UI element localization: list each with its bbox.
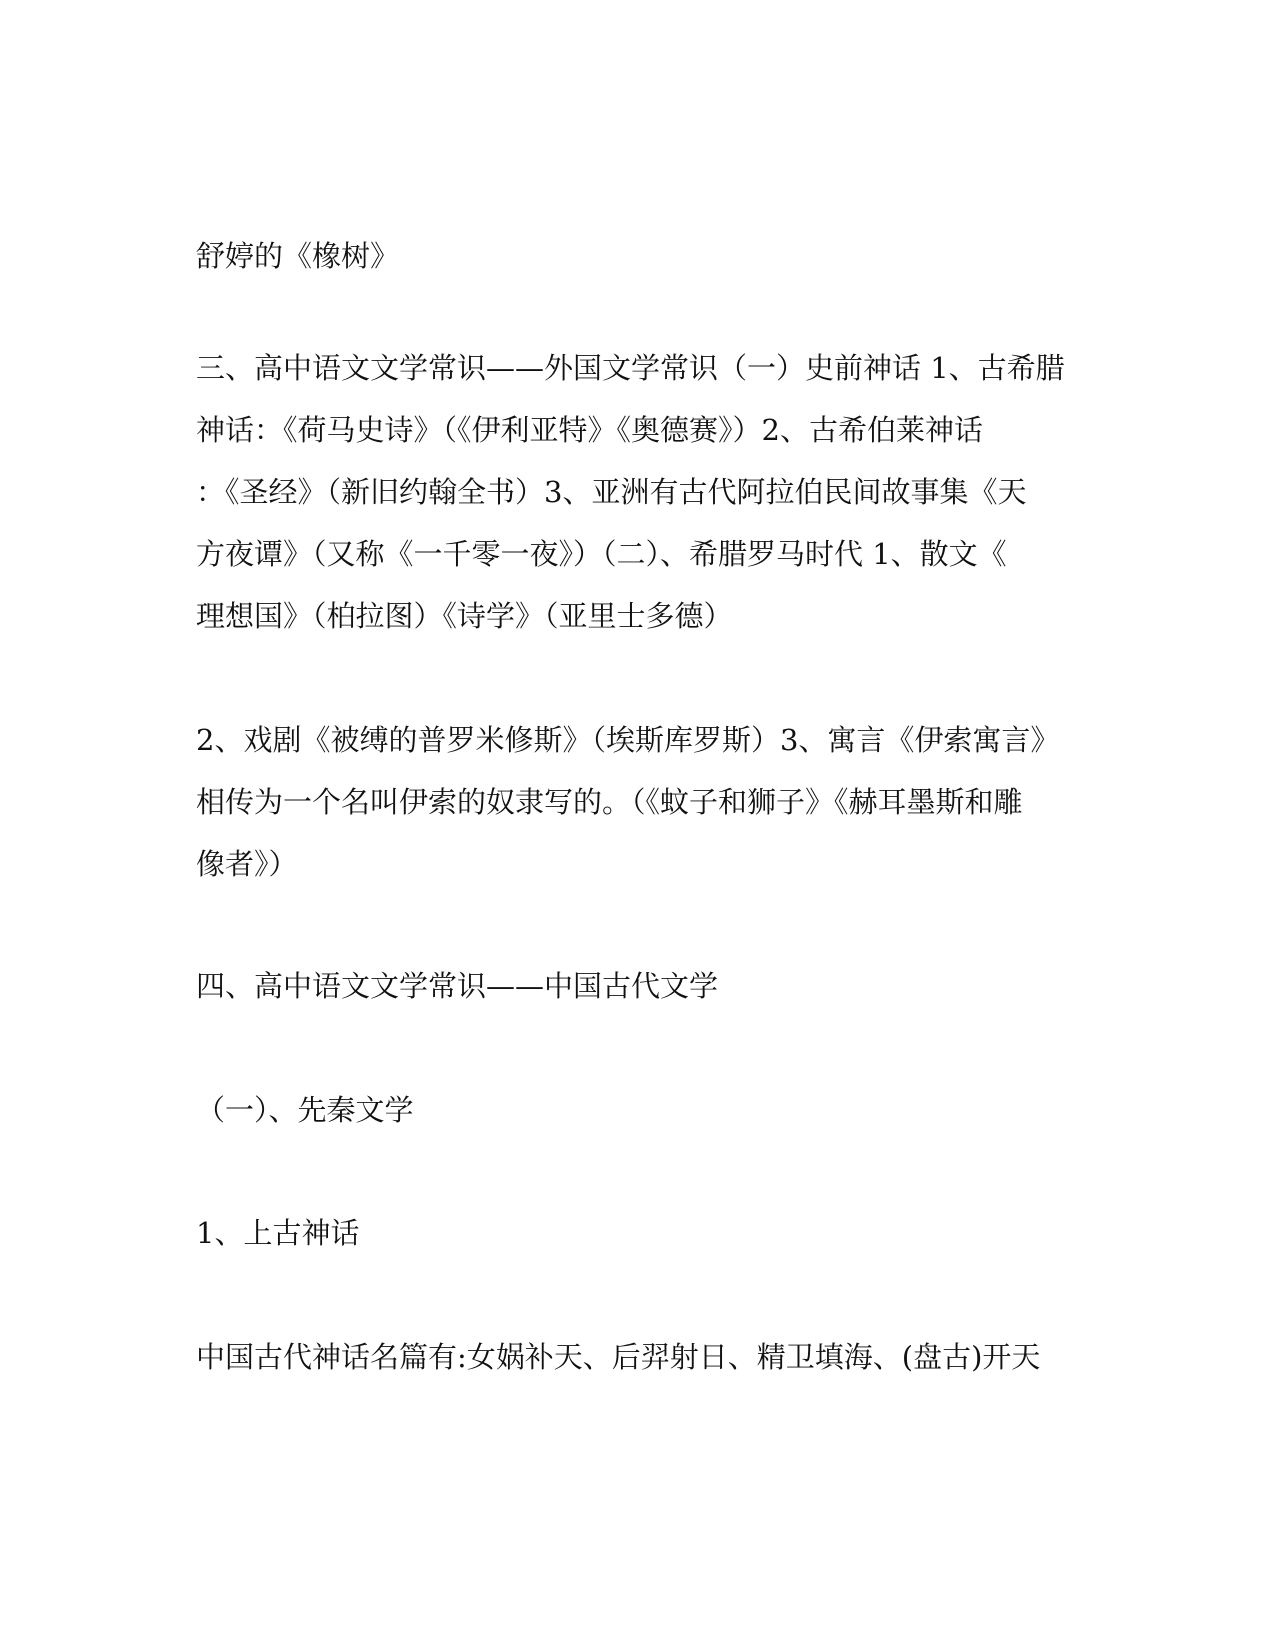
paragraph-line: 相传为一个名叫伊索的奴隶写的。（《蚊子和狮子》《赫耳墨斯和雕 xyxy=(196,785,1023,819)
paragraph-line: 方夜谭》（又称《一千零一夜》）（二）、希腊罗马时代 1、散文《 xyxy=(196,537,1007,571)
paragraph-line: 神话：《荷马史诗》（《伊利亚特》《奥德赛》）2、古希伯莱神话 xyxy=(196,413,983,447)
subsection-heading-pre-qin: （一）、先秦文学 xyxy=(196,1093,414,1127)
paragraph-line: 理想国》（柏拉图）《诗学》（亚里士多德） xyxy=(196,599,733,633)
section-heading-chinese-ancient-literature: 四、高中语文文学常识——中国古代文学 xyxy=(196,969,719,1003)
section-heading-foreign-literature: 三、高中语文文学常识——外国文学常识（一）史前神话 1、古希腊 xyxy=(196,351,1065,385)
subsection-heading-ancient-myths: 1、上古神话 xyxy=(196,1216,360,1250)
paragraph-line: 中国古代神话名篇有:女娲补天、后羿射日、精卫填海、(盘古)开天 xyxy=(196,1340,1041,1374)
text-line-shuting: 舒婷的《橡树》 xyxy=(196,239,400,273)
paragraph-line: 2、戏剧《被缚的普罗米修斯》（埃斯库罗斯）3、寓言《伊索寓言》 xyxy=(196,723,1060,757)
paragraph-line: 像者》） xyxy=(196,847,298,881)
paragraph-line: ：《圣经》（新旧约翰全书）3、亚洲有古代阿拉伯民间故事集《天 xyxy=(196,475,1027,509)
